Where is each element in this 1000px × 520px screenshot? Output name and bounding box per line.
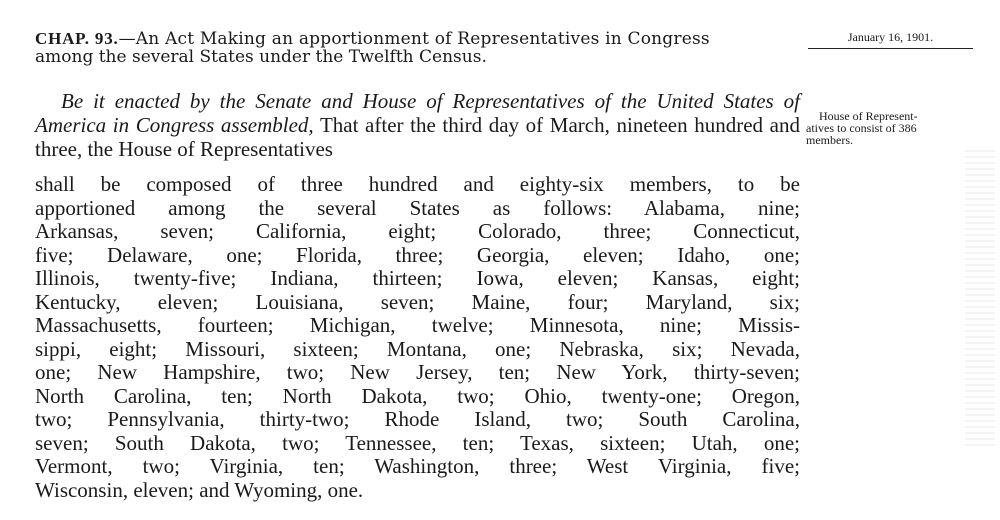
body-line: shall be composed of three hundred and eighty-six members, to be (35, 172, 800, 196)
body-line: North Carolina, ten; North Dakota, two; Ohio, twenty-one; Oregon, (35, 383, 800, 408)
body-line: Vermont, two; Virginia, ten; Washington, three; West Virginia, five; (35, 454, 800, 478)
body-line: apportioned among the several States as follows: Alabama, nine; (35, 195, 800, 220)
chapter-title-line-1: —An Act Making an apportionment of Representatives in Congress (118, 29, 710, 49)
body-line: Kentucky, eleven; Louisiana, seven; Maine, four; Maryland, six; (35, 289, 800, 314)
margin-note-line-3: members. (806, 133, 853, 147)
body-line: two; Pennsylvania, thirty-two; Rhode Island, two; South Carolina, (35, 407, 800, 431)
chapter-heading (35, 30, 800, 48)
chapter-title-line-2: among the several States under the Twelfth Census. (35, 47, 487, 67)
enacting-clause (35, 89, 800, 161)
body-line: Illinois, twenty-five; Indiana, thirteen; Iowa, eleven; Kansas, eight; (35, 266, 800, 290)
chapter-label: CHAP. 93. (35, 29, 119, 48)
enacting-text: That after the third day of March, nineteen hundred and three, the House of Representatives (35, 113, 801, 161)
body-line: seven; South Dakota, two; Tennessee, ten; Texas, sixteen; Utah, one; (35, 430, 800, 455)
date-margin-note: January 16, 1901. (808, 28, 973, 49)
body-line: Wisconsin, eleven; and Wyoming, one. (35, 477, 364, 502)
margin-note-line-2: atives to consist of 386 (806, 121, 917, 135)
enacting-formula: Be it enacted by the Senate and House of Representatives of the United States of America in Congress assembled, (35, 89, 800, 137)
margin-note-line-1: House of Represent- (819, 109, 918, 123)
body-line: sippi, eight; Missouri, sixteen; Montana, one; Nebraska, six; Nevada, (35, 336, 800, 361)
body-line: one; New Hampshire, two; New Jersey, ten; New York, thirty-seven; (35, 360, 800, 384)
body-line: Massachusetts, fourteen; Michigan, twelve; Minnesota, nine; Missis- (35, 313, 800, 337)
side-margin-note (806, 110, 978, 146)
page-bleed-through (965, 150, 995, 450)
body-line: five; Delaware, one; Florida, three; Georgia, eleven; Idaho, one; (35, 242, 800, 267)
body-line: Arkansas, seven; California, eight; Colorado, three; Connecticut, (35, 219, 800, 243)
apportionment-text (35, 173, 800, 502)
